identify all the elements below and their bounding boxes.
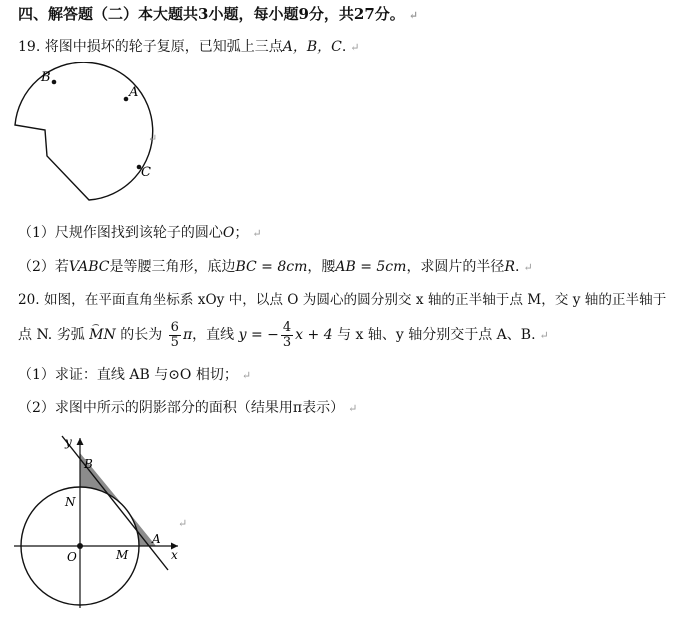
q20-line1-text: 20. 如图，在平面直角坐标系 xOy 中，以点 O 为圆心的圆分别交 x 轴的正半轴于点 M，交 y 轴的正半轴于 xyxy=(18,292,667,308)
q20-line2-text-d: 与 x 轴、y 轴分别交于点 A、B. xyxy=(337,327,536,343)
fraction1-denominator: 5 xyxy=(170,334,179,350)
section-header-text: 四、解答题（二）本大题共3小题，每小题9分，共27分。 xyxy=(18,5,405,23)
origin-dot xyxy=(77,543,83,549)
label-y: y xyxy=(65,435,72,449)
fraction2-denominator: 3 xyxy=(282,334,292,350)
equation-part2: x + 4 xyxy=(295,327,333,343)
q20-sub2 xyxy=(18,399,357,418)
q19-sub2 xyxy=(18,258,533,277)
q20-sub2-text: （2）求图中所示的阴影部分的面积（结果用π表示） xyxy=(18,400,345,416)
q20-line2-text-c: ，直线 xyxy=(192,327,235,343)
fraction-six-fifths xyxy=(169,321,181,350)
fraction-four-thirds xyxy=(281,321,293,350)
fraction1-numerator: 6 xyxy=(170,319,179,335)
q19-sub1-var: O xyxy=(222,225,235,241)
arc-mn: ⌢ MN xyxy=(89,318,116,352)
q20-sub1 xyxy=(18,366,251,385)
q19-sub2-triangle: VABC xyxy=(68,259,110,275)
label-c: C xyxy=(141,165,151,180)
label-b: B xyxy=(84,457,93,471)
line-ab xyxy=(62,436,168,570)
q20-line2-text-b: 的长为 xyxy=(120,327,163,343)
q19-sub1-suffix: ； xyxy=(234,225,249,241)
q19-sub2-prefix: （2）若 xyxy=(18,259,69,275)
q20-line1 xyxy=(18,291,666,309)
return-mark: ↵ xyxy=(523,261,533,274)
q19-sub2-r: R xyxy=(504,259,515,275)
label-b: B xyxy=(41,70,51,85)
q19-sub1-text: （1）尺规作图找到该轮子的圆心 xyxy=(18,225,223,241)
return-mark: ↵ xyxy=(241,369,252,382)
q19-sub2-end: . xyxy=(514,259,520,275)
q19-sub2-bc: BC = 8cm xyxy=(235,259,308,275)
q19-sub2-ab: AB = 5cm xyxy=(335,259,407,275)
return-mark: ↵ xyxy=(178,517,188,530)
q19-sub2-text1: 是等腰三角形，底边 xyxy=(109,259,236,275)
return-mark: ↵ xyxy=(350,41,360,54)
q19-sub2-text3: ，求圆片的半径 xyxy=(406,259,505,275)
section-header xyxy=(18,5,418,25)
point-a-dot xyxy=(124,97,129,102)
point-b-dot xyxy=(52,80,57,85)
q20-line2 xyxy=(18,318,549,353)
return-mark: ↵ xyxy=(148,132,158,145)
return-mark: ↵ xyxy=(252,227,262,240)
return-mark: ↵ xyxy=(408,9,418,22)
q19-wheel-figure xyxy=(10,62,185,212)
q20-coordinate-figure xyxy=(10,430,200,615)
q19-sub1 xyxy=(18,224,262,243)
label-a: A xyxy=(152,532,161,546)
q19-stem-end: . xyxy=(341,39,347,55)
label-n: N xyxy=(65,495,76,509)
q20-line2-text-a: 点 N. 劣弧 xyxy=(18,327,85,343)
q19-stem-points: A，B，C xyxy=(282,39,342,55)
label-a: A xyxy=(129,85,139,100)
label-x: x xyxy=(171,548,178,562)
pi-symbol: π xyxy=(182,327,193,343)
return-mark: ↵ xyxy=(539,329,549,342)
label-o: O xyxy=(67,550,77,564)
q19-stem xyxy=(18,38,360,57)
equation-part1: y = − xyxy=(238,327,279,343)
q19-sub2-text2: ，腰 xyxy=(307,259,336,275)
fraction2-numerator: 4 xyxy=(282,319,292,335)
q20-sub1-text: （1）求证：直线 AB 与⊙O 相切； xyxy=(18,367,238,383)
return-mark: ↵ xyxy=(348,402,358,415)
q19-stem-text: 19. 将图中损坏的轮子复原，已知弧上三点 xyxy=(18,39,283,55)
wheel-outline xyxy=(15,62,153,200)
label-m: M xyxy=(116,548,129,562)
